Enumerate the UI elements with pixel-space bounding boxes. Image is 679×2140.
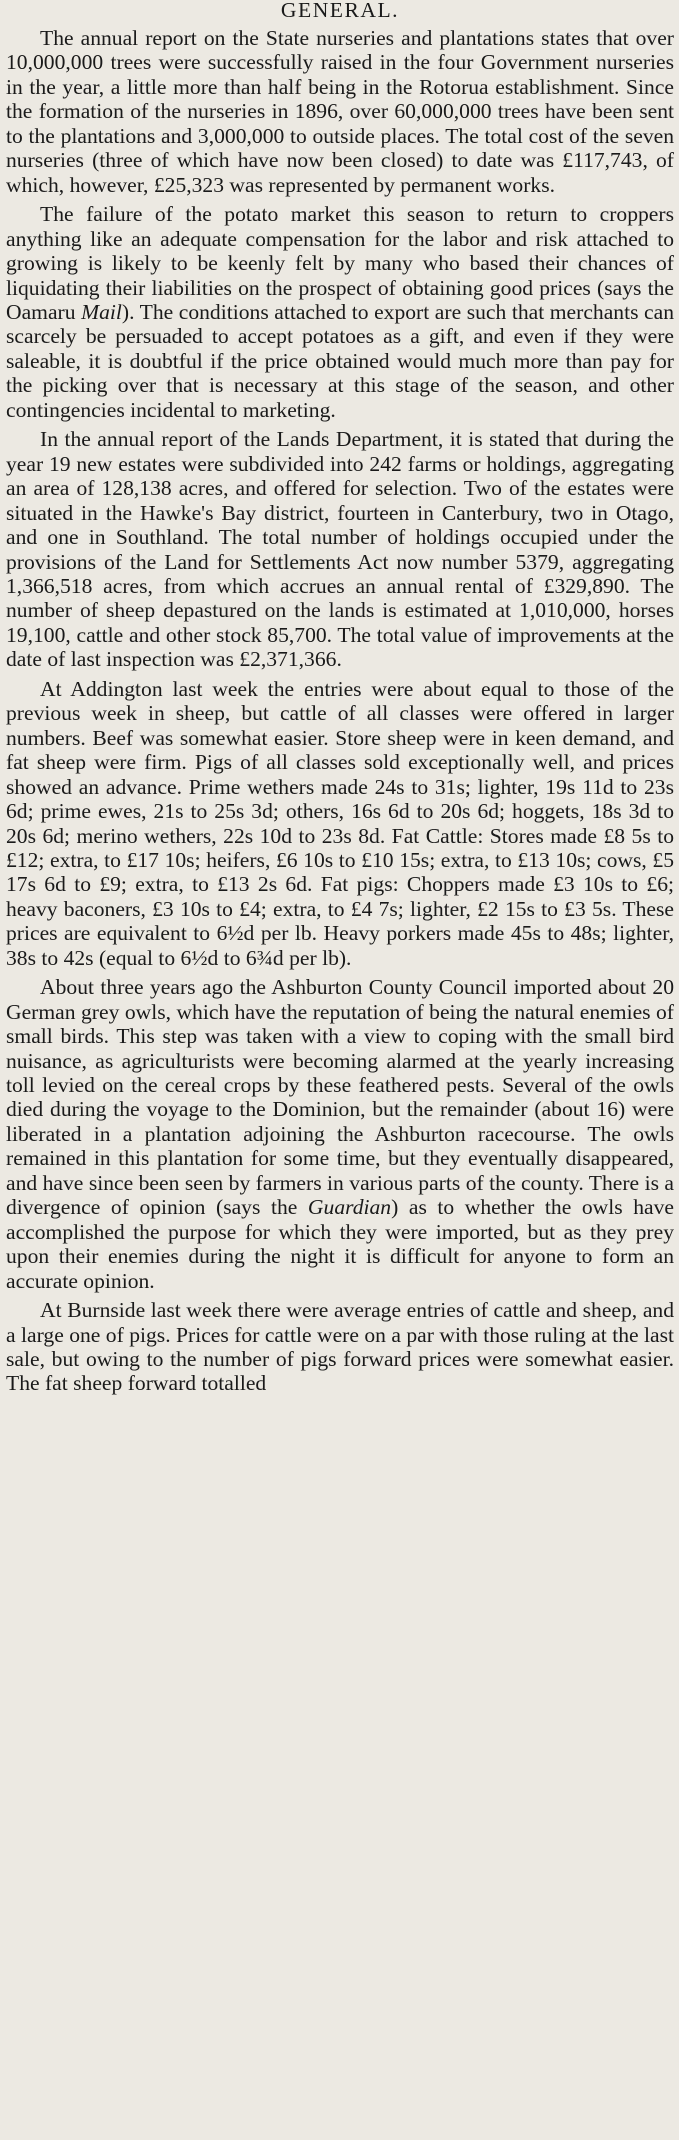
paragraph-potato-market	[6, 202, 674, 422]
paragraph-addington-market	[6, 677, 674, 970]
paragraph-burnside-market	[6, 1298, 674, 1396]
paragraph-text-continued: ). The conditions attached to export are such that merchants can scarcely be persuaded to accept potatoes as a gift, and even if they were saleable, it is doubtful if the price obtained would much more than pay for the picking over that is necessary at this stage of the season, and other contingencies incidental to marketing.	[6, 299, 674, 422]
paragraph-text: In the annual report of the Lands Department, it is stated that during the year 19 new estates were subdivided into 242 farms or holdings, aggregating an area of 128,138 acres, and offered for selection. Two of the estates were situated in the Hawke's Bay district, fourteen in Canterbury, two in Otago, and one in Southland. The total number of holdings occupied under the provisions of the Land for Settlements Act now number 5379, aggregating 1,366,518 acres, from which accrues an annual rental of £329,890. The number of sheep depastured on the lands is estimated at 1,010,000, horses 19,100, cattle and other stock 85,700. The total value of improvements at the date of last inspection was £2,371,366.	[6, 427, 674, 672]
newspaper-title: Mail	[81, 299, 122, 324]
paragraph-text: The failure of the potato market this season to return to croppers anything like an adequate compensation for the labor and risk attached to growing is likely to be keenly felt by many who based their chances of liquidating their liabilities on the prospect of obtaining good prices (says the Oamaru	[6, 202, 674, 324]
paragraph-text: At Burnside last week there were average entries of cattle and sheep, and a large one of pigs. Prices for cattle were on a par with those ruling at the last sale, but owing to the number of pigs forward prices were somewhat easier. The fat sheep forward totalled	[6, 1298, 674, 1396]
paragraph-text: At Addington last week the entries were about equal to those of the previous week in sheep, but cattle of all classes were offered in larger numbers. Beef was somewhat easier. Store sheep were in keen demand, and fat sheep were firm. Pigs of all classes sold exceptionally well, and prices showed an advance. Prime wethers made 24s to 31s; lighter, 19s 11d to 23s 6d; prime ewes, 21s to 25s 3d; others, 16s 6d to 20s 6d; hoggets, 18s 3d to 20s 6d; merino wethers, 22s 10d to 23s 8d. Fat Cattle: Stores made £8 5s to £12; extra, to £17 10s; heifers, £6 10s to £10 15s; extra, to £13 10s; cows, £5 17s 6d to £9; extra, to £13 2s 6d. Fat pigs: Choppers made £3 10s to £6; heavy baconers, £3 10s to £4; extra, to £4 7s; lighter, £2 15s to £3 5s. These prices are equivalent to 6½d per lb. Heavy porkers made 45s to 48s; lighter, 38s to 42s (equal to 6½d to 6¾d per lb).	[6, 676, 674, 970]
paragraph-text: The annual report on the State nurseries and plantations states that over 10,000,000 trees were successfully raised in the four Government nurseries in the year, a little more than half being in the Rotorua establishment. Since the formation of the nurseries in 1896, over 60,000,000 trees have been sent to the plantations and 3,000,000 to outside places. The total cost of the seven nurseries (three of which have now been closed) to date was £117,743, of which, however, £25,323 was represented by permanent works.	[6, 26, 674, 197]
paragraph-lands-department	[6, 427, 674, 672]
paragraph-text-continued: ) as to whether the owls have accomplished the purpose for which they were imported, but as they prey upon their enemies during the night it is difficult for anyone to form an accurate opinion.	[6, 1195, 674, 1293]
section-heading: GENERAL.	[280, 0, 400, 20]
newspaper-title: Guardian	[307, 1195, 392, 1220]
paragraph-nurseries	[6, 26, 674, 197]
paragraph-text: About three years ago the Ashburton County Council imported about 20 German grey owls, which have the reputation of being the natural enemies of small birds. This step was taken with a view to coping with the small bird nuisance, as agriculturists were becoming alarmed at the yearly increasing toll levied on the cereal crops by these feathered pests. Several of the owls died during the voyage to the Dominion, but the remainder (about 16) were liberated in a plantation adjoining the Ashburton racecourse. The owls remained in this plantation for some time, but they eventually disappeared, and have since been seen by farmers in various parts of the county. There is a divergence of opinion (says the	[6, 975, 674, 1220]
paragraph-ashburton-owls	[6, 975, 674, 1293]
